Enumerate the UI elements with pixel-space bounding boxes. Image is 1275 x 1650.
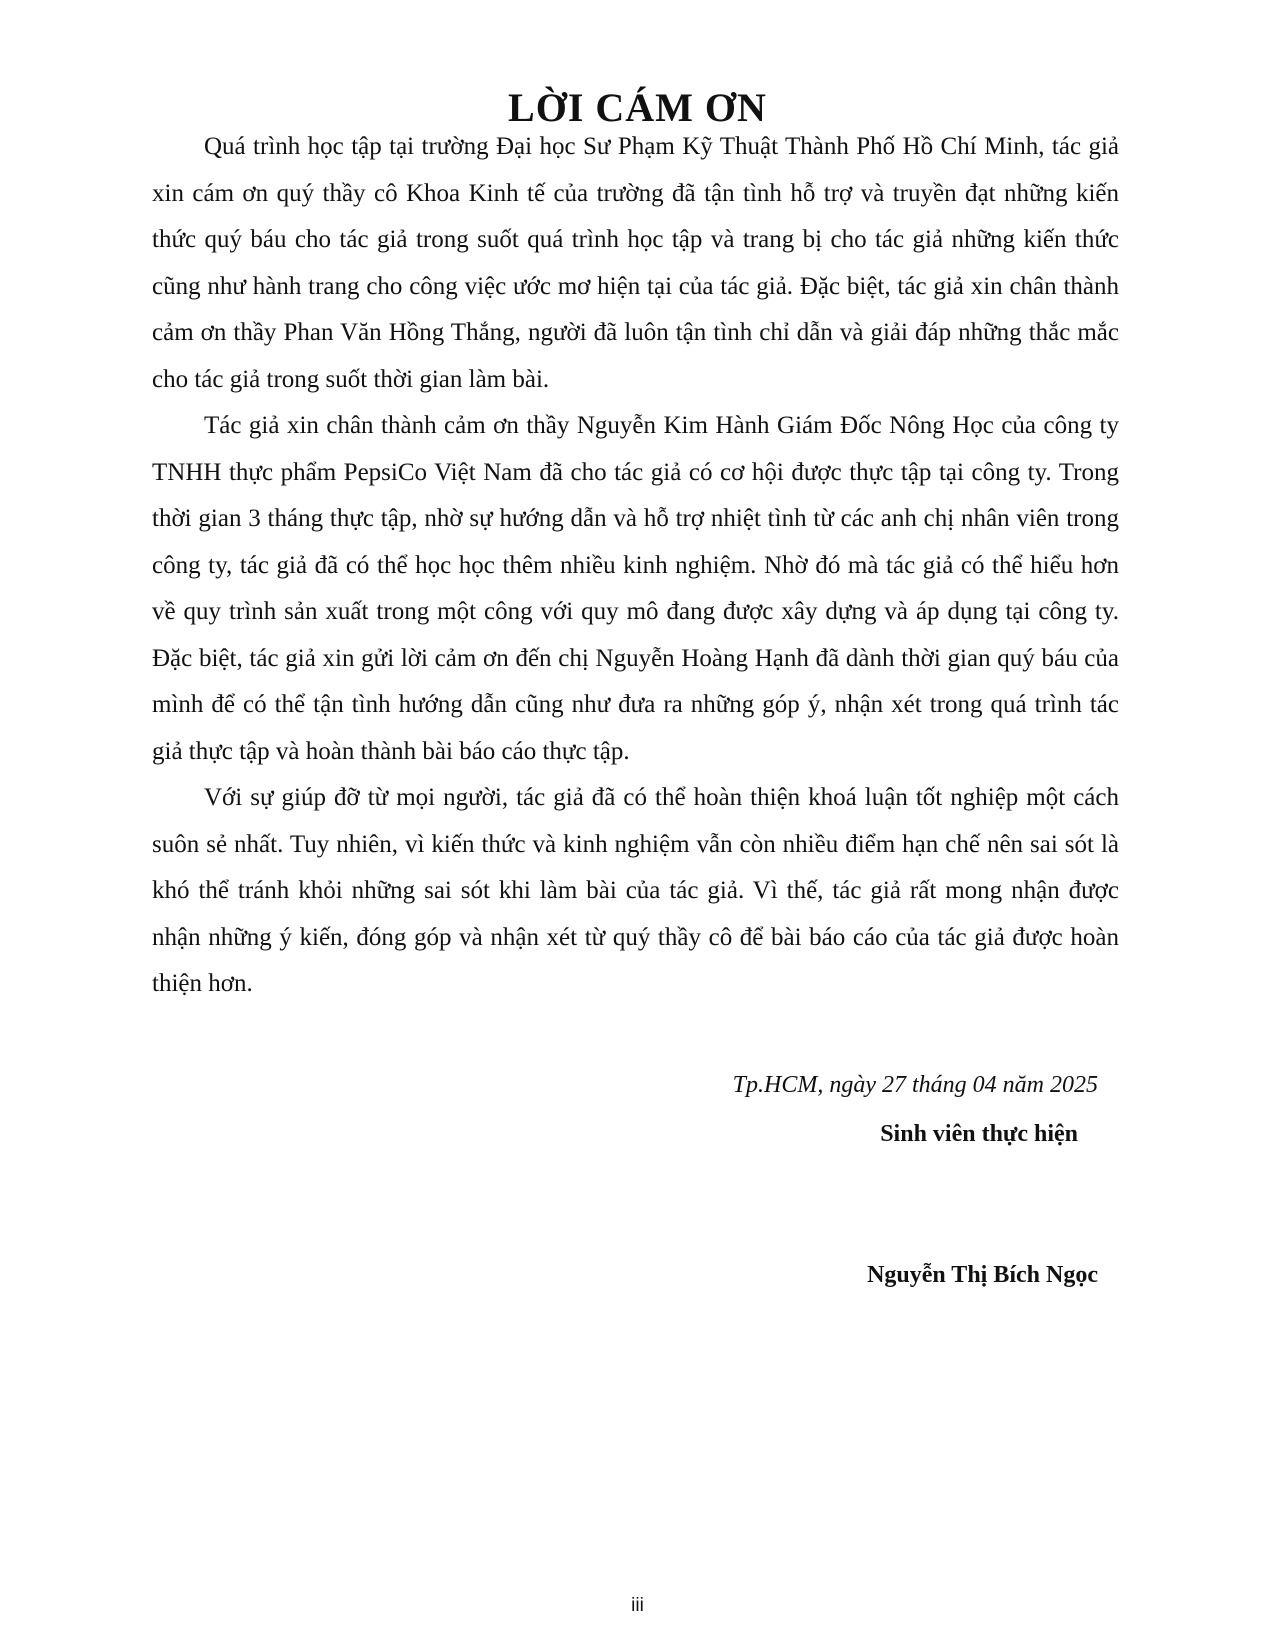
signer-name: Nguyễn Thị Bích Ngọc — [867, 1262, 1098, 1288]
page-title: LỜI CÁM ƠN — [508, 85, 767, 130]
paragraph-2: Tác giả xin chân thành cảm ơn thầy Nguyễn Kim Hành Giám Đốc Nông Học của công ty TNHH thực phẩm PepsiCo Việt Nam đã cho tác giả có cơ hội được thực tập tại công ty. Trong thời gian 3 tháng thực tập, nhờ sự hướng dẫn và hỗ trợ nhiệt tình từ các anh chị nhân viên trong công ty, tác giả đã có thể học học thêm nhiều kinh nghiệm. Nhờ đó mà tác giả có thể hiểu hơn về quy trình sản xuất trong một công với quy mô đang được xây dựng và áp dụng tại công ty. Đặc biệt, tác giả xin gửi lời cảm ơn đến chị Nguyễn Hoàng Hạnh đã dành thời gian quý báu của mình để có thể tận tình hướng dẫn cũng như đưa ra những góp ý, nhận xét trong quá trình tác giả thực tập và hoàn thành bài báo cáo thực tập. — [152, 412, 1119, 765]
signer-role: Sinh viên thực hiện — [880, 1121, 1078, 1147]
acknowledgement-body — [152, 124, 1119, 1008]
date-line: Tp.HCM, ngày 27 tháng 04 năm 2025 — [732, 1072, 1098, 1098]
paragraph-1: Quá trình học tập tại trường Đại học Sư Phạm Kỹ Thuật Thành Phố Hồ Chí Minh, tác giả xin cám ơn quý thầy cô Khoa Kinh tế của trường đã tận tình hỗ trợ và truyền đạt những kiến thức quý báu cho tác giả trong suốt quá trình học tập và trang bị cho tác giả những kiến thức cũng như hành trang cho công việc ước mơ hiện tại của tác giả. Đặc biệt, tác giả xin chân thành cảm ơn thầy Phan Văn Hồng Thắng, người đã luôn tận tình chỉ dẫn và giải đáp những thắc mắc cho tác giả trong suốt thời gian làm bài. — [152, 133, 1119, 393]
paragraph-3: Với sự giúp đỡ từ mọi người, tác giả đã có thể hoàn thiện khoá luận tốt nghiệp một cách suôn sẻ nhất. Tuy nhiên, vì kiến thức và kinh nghiệm vẫn còn nhiều điểm hạn chế nên sai sót là khó thể tránh khỏi những sai sót khi làm bài của tác giả. Vì thế, tác giả rất mong nhận được nhận những ý kiến, đóng góp và nhận xét từ quý thầy cô để bài báo cáo của tác giả được hoàn thiện hơn. — [152, 784, 1119, 997]
page-number: iii — [631, 1595, 644, 1616]
